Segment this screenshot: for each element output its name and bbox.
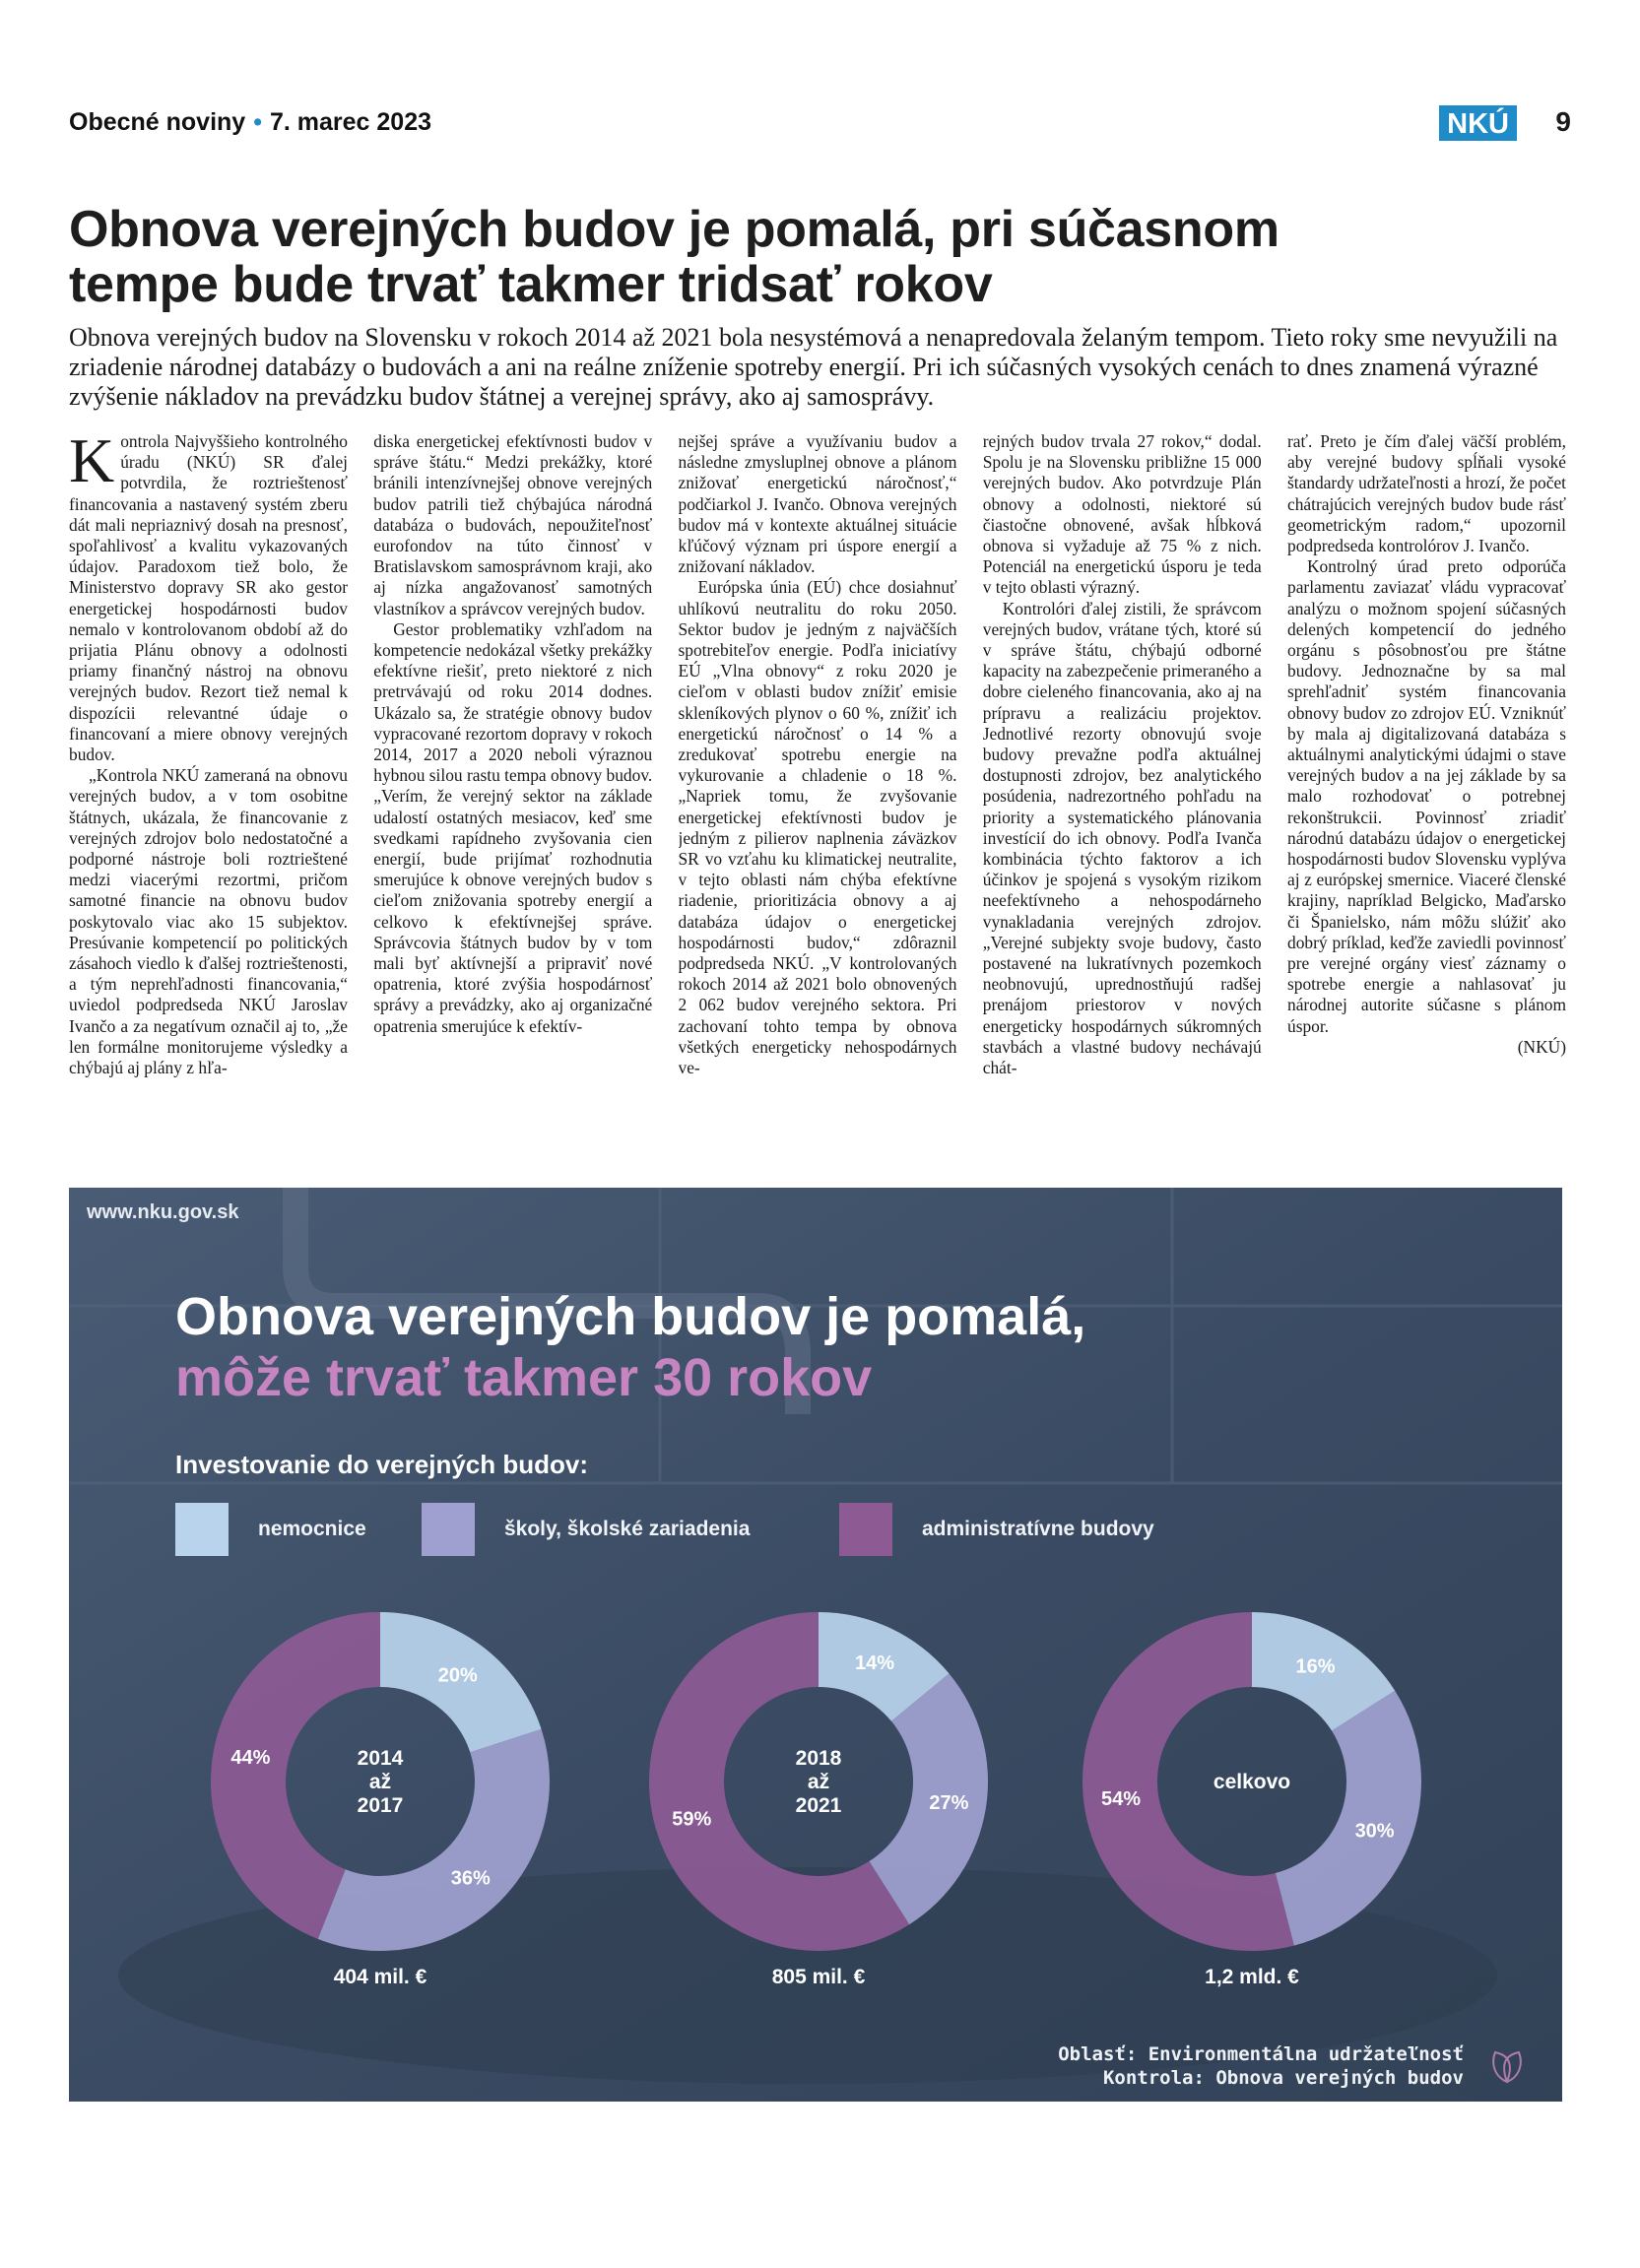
article-column-4 [983,431,1262,1180]
chart-total-label: 805 mil. € [771,1966,866,1988]
donut-center-label: až [807,1771,830,1793]
drop-cap: K [69,431,115,495]
data-label: 30% [1354,1820,1395,1843]
paragraph: Kontrolný úrad preto odporúča parlamentu zaviazať vládu vypracovať analýzu o možnom spojení súčasných delených kompetencií do jedného orgánu s pôsobnosťou pre štátne budovy. Jednoznačne by sa mal sprehľadniť systém financovania obnovy budov zo zdrojov EÚ. Vzniknúť by mala aj digitalizovaná databáza s aktuálnymi analytickými údajmi o stave verejných budov a na jej základe by sa malo rozhodovať o potrebnej rekonštrukcii. Povinnosť zriadiť národnú databázu údajov o energetickej hospodárnosti budov Slovensku vyplýva aj z európskej smernice. Viaceré členské krajiny, napríklad Belgicko, Maďarsko či Španielsko, nám môžu slúžiť ako dobrý príklad, keďže zaviedli povinnosť pre verejné orgány viesť záznamy o spotrebe energie a nahlasovať ju národnej autorite súčasne s plánom úspor. [1287,556,1566,1036]
donut-center-label: 2018 [795,1747,842,1770]
article-headline [69,202,1546,312]
data-label: 14% [855,1652,895,1674]
data-label: 20% [437,1664,478,1687]
page-header [69,108,1571,148]
paragraph: Kontrola Najvyššieho kontrolného úradu (NKÚ) SR ďalej potvrdila, že roztrieštenosť financovania a nastavený systém zberu dát mali nepriaznivý dosah na presnosť, spoľahlivosť a kvalitu vykazovaných údajov. Paradoxom tiež bolo, že Ministerstvo dopravy SR ako gestor energetickej hospodárnosti budov nemalo v kontrolovanom období až do prijatia Plánu obnovy a odolnosti priamy finančný nástroj na obnovu verejných budov. Rezort tiež nemal k dispozícii relevantné údaje o financovaní a miere obnovy verejných budov. [69,431,348,765]
donut-charts [69,1188,1562,2102]
article-column-2 [373,431,652,1180]
article-column-1 [69,431,348,1180]
infographic-title: Obnova verejných budov je pomalá, [175,1287,1086,1346]
leaf-icon [1487,2046,1527,2086]
data-label: 44% [230,1746,271,1769]
donut-segment-školy [1276,1691,1421,1946]
paragraph: nejšej správe a využívaniu budov a následne zmysluplnej obnove a plánom znižovať energetickú náročnosť,“ podčiarkol J. Ivančo. Obnova verejných budov má v kontexte aktuálnej situácie kľúčový význam pri úspore energií a znižovaní nákladov. [678,431,957,577]
donut-center-label: 2017 [357,1794,404,1817]
donut-center-label: 2014 [357,1747,404,1770]
article-body [69,431,1566,1180]
page-number: 9 [1555,106,1571,137]
paragraph: „Kontrola NKÚ zameraná na obnovu verejných budov, a v tom osobitne štátnych, ukázala, že financovanie z verejných zdrojov bolo nedostatočné a podporné nástroje boli roztrieštené medzi viacerými rezortmi, pričom samotné financie na obnovu budov poskytovalo viac ako 15 subjektov. Presúvanie kompetencií po politických zásahoch viedlo k ďalšej roztrieštenosti, a tým neprehľadnosti financovania,“ uviedol podpredseda NKÚ Jaroslav Ivančo a za negatívum označil aj to, „že len formálne monitorujeme výsledky a chýbajú aj plány z hľa- [69,765,348,1078]
audit-control-line: Kontrola: Obnova verejných budov [1102,2067,1464,2089]
infographic-subtitle: Investovanie do verejných budov: [175,1450,588,1479]
audit-area-line: Oblasť: Environmentálna udržateľnosť [1058,2043,1464,2065]
headline-line-2: tempe bude trvať takmer tridsať rokov [69,256,993,313]
paragraph: diska energetickej efektívnosti budov v správe štátu.“ Medzi prekážky, ktoré bránili intenzívnejšej obnove verejných budov patrili tiež chýbajúca národná databáza o budovách, nepoužiteľnosť eurofondov na túto činnosť v Bratislavskom samosprávnom kraji, ako aj nízka angažovanosť samotných vlastníkov a správcov verejných budov. [373,431,653,618]
paragraph: Gestor problematiky vzhľadom na kompetencie nedokázal všetky prekážky efektívne riešiť, preto niektoré z nich pretrvávajú od roku 2014 dodnes. Ukázalo sa, že stratégie obnovy budov vypracované rezortom dopravy v rokoch 2014, 2017 a 2020 neboli výraznou hybnou silou rastu tempa obnovy budov. „Verím, že verejný sektor na základe udalostí ostatných mesiacov, keď sme svedkami rapídneho zvyšovania cien energií, bude prijímať rozhodnutia smerujúce k obnove verejných budov s cieľom znižovania spotreby energií a celkovo k efektívnejšej správe. Správcovia štátnych budov by v tom mali byť aktívnejší a pripraviť nové opatrenia, ktoré zvýšia hospodárnosť správy a prevádzky, ako aj organizačné opatrenia smerujúce k efektív- [373,618,653,1036]
article-column-5 [1287,431,1566,1180]
infographic-subtitle-highlight: môže trvať takmer 30 rokov [175,1348,873,1407]
chart-total-label: 1,2 mld. € [1205,1966,1299,1988]
donut-center-label: celkovo [1213,1771,1291,1793]
data-label: 59% [672,1808,712,1831]
legend-label: administratívne budovy [922,1518,1154,1540]
article-lead: Obnova verejných budov na Slovensku v rokoch 2014 až 2021 bola nesystémová a nenapredovala želaným tempom. Tieto roky sme nevyužili na zriadenie národnej databázy o budovách a ani na reálne zníženie spotreby energií. Pri ich súčasných vysokých cenách to dnes znamená výrazné zvýšenie nákladov na prevádzku budov štátnej a verejnej správy, ako aj samosprávy. [69,323,1558,411]
publication-date: 7. marec 2023 [269,108,432,136]
data-label: 16% [1295,1655,1336,1678]
paragraph: Kontrolóri ďalej zistili, že správcom verejných budov, vrátane tých, ktoré sú v správe štátu, chýbajú odborné kapacity na zabezpečenie primeraného a dobre cieleného financovania, ako aj na prípravu a realizáciu projektov. Jednotlivé rezorty obnovujú svoje budovy prevažne podľa aktuálnej dostupnosti zdrojov, bez analytického posúdenia, nadrezortného pohľadu na priority a systematického plánovania investícií do ich obnovy. Podľa Ivanča kombinácia týchto faktorov a ich účinkov je spojená s vysokým rizikom neefektívneho a nehospodárneho vynakladania verejných zdrojov. „Verejné subjekty svoje budovy, často postavené na lukratívnych pozemkoch neobnovujú, uprednostňujú radšej prenájom priestorov v nových energeticky hospodárnych súkromných stavbách a vlastné budovy nechávajú chát- [982,598,1262,1078]
headline-line-1: Obnova verejných budov je pomalá, pri súčasnom [69,201,1279,258]
paragraph: rejných budov trvala 27 rokov,“ dodal. Spolu je na Slovensku približne 15 000 verejných budov. Ako potvrdzuje Plán obnovy a odolnosti, niektoré sú čiastočne obnovené, avšak hĺbková obnova si vyžaduje až 75 % z nich. Potenciál na energetickú úsporu je teda v tejto oblasti výrazný. [982,431,1262,598]
legend-label: školy, školské zariadenia [504,1518,751,1540]
paragraph: rať. Preto je čím ďalej väčší problém, aby verejné budovy spĺňali vysoké štandardy udržateľnosti a hrozí, že počet chátrajúcich verejných budov bude rásť geometrickým radom,“ upozornil podpredseda kontrolórov J. Ivančo. [1287,431,1566,556]
donut-center-label: 2021 [795,1794,842,1817]
donut-center-label: až [368,1771,392,1793]
data-label: 54% [1101,1787,1142,1810]
paragraph: Európska únia (EÚ) chce dosiahnuť uhlíkovú neutralitu do roku 2050. Sektor budov je jedným z najväčších spotrebiteľov energie. Podľa iniciatívy EÚ „Vlna obnovy“ z roku 2020 je cieľom v oblasti budov znížiť emisie skleníkových plynov o 60 %, znížiť ich energetickú náročnosť o 14 % a zredukovať spotrebu energie na vykurovanie a chladenie o 18 %. „Napriek tomu, že zvyšovanie energetickej efektívnosti budov je jedným z pilierov naplnenia záväzkov SR vo vzťahu ku klimatickej neutralite, v tejto oblasti nám chýba efektívne riadenie, prioritizácia obnovy a aj databáza údajov o energetickej hospodárnosti budov,“ zdôraznil podpredseda NKÚ. „V kontrolovaných rokoch 2014 až 2021 bolo obnovených 2 062 budov verejného sektora. Pri zachovaní tohto tempa by obnova všetkých energeticky nehospodárnych ve- [678,577,957,1078]
website-url: www.nku.gov.sk [87,1201,239,1223]
donut-segment-školy [318,1729,550,1951]
article-column-3 [679,431,957,1180]
data-label: 27% [929,1791,969,1814]
publication-name: Obecné noviny [69,108,246,136]
separator-dot: • [253,108,262,136]
data-label: 36% [450,1867,491,1890]
legend-label: nemocnice [258,1518,366,1540]
audit-area-info [1058,2042,1464,2090]
infographic [69,1188,1562,2102]
chart-total-label: 404 mil. € [333,1966,427,1988]
article-signature: (NKÚ) [1517,1036,1566,1057]
publication-line [69,108,431,137]
nku-logo: NKÚ [1439,105,1517,141]
